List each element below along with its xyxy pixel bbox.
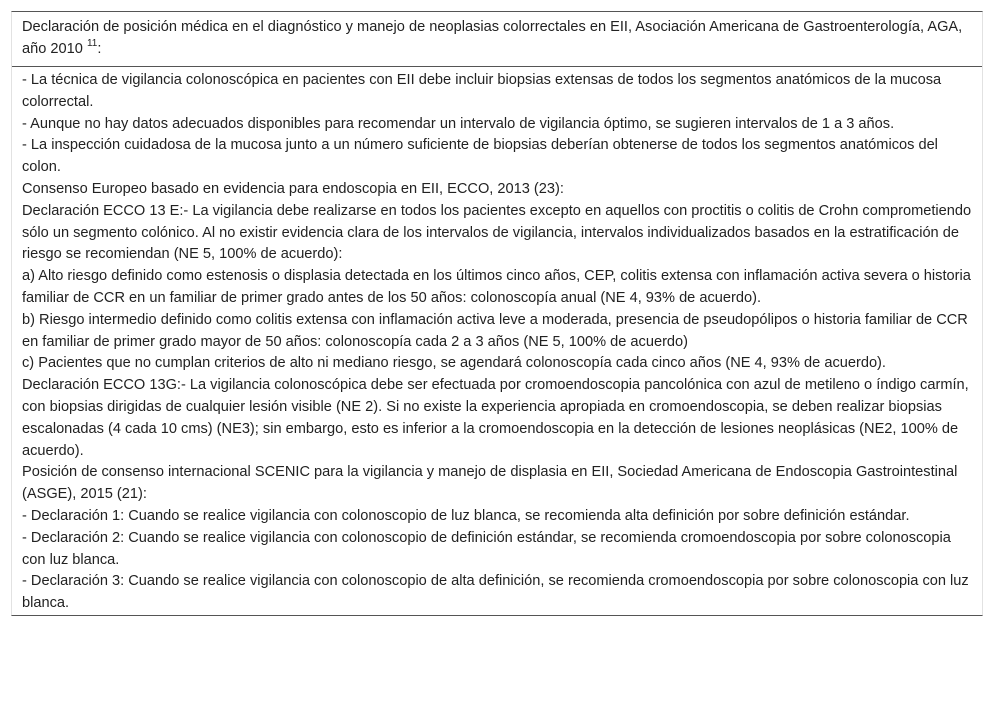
table-row: Declaración ECCO 13G:- La vigilancia colonoscópica debe ser efectuada por cromoendoscopia pancolónica con azul de metileno o índigo carmín, con biopsias dirigidas de cualquier lesión visible (NE 2). Si no existe la experiencia apropiada en cromoendoscopia, se deben realizar biopsias escalonadas (4 cada 10 cms) (NE3); sin embargo, esto es inferior a la cromoendoscopia en la detección de lesiones neoplásicas (NE2, 100% de acuerdo). <box>22 377 969 459</box>
table-row: c) Pacientes que no cumplan criterios de alto ni mediano riesgo, se agendará colonoscopía cada cinco años (NE 4, 93% de acuerdo). <box>22 355 886 372</box>
table-row: - Declaración 2: Cuando se realice vigilancia con colonoscopio de definición estándar, se recomienda cromoendoscopia por sobre colonoscopia con luz blanca. <box>22 529 951 568</box>
table-body <box>12 67 982 615</box>
table-row: Consenso Europeo basado en evidencia para endoscopia en EII, ECCO, 2013 (23): <box>22 180 564 197</box>
table-row: Declaración ECCO 13 E:- La vigilancia debe realizarse en todos los pacientes excepto en aquellos con proctitis o colitis de Crohn comprometiendo sólo un segmento colónico. Al no existir evidencia clara de los intervalos de vigilancia, intervalos individualizados basados en la estratificación de riesgo se recomiendan (NE 5, 100% de acuerdo): <box>22 202 972 263</box>
recommendations-table <box>11 11 983 616</box>
header-suffix: : <box>97 40 102 57</box>
table-row: - Declaración 3: Cuando se realice vigilancia con colonoscopio de alta definición, se recomienda cromoendoscopia por sobre colonoscopia con luz blanca. <box>22 573 969 612</box>
header-reference: 11 <box>86 37 98 49</box>
table-row: b) Riesgo intermedio definido como colitis extensa con inflamación activa leve a moderada, presencia de pseudopólipos o historia familiar de CCR en familiar de primer grado mayor de 50 años: colonoscopía cada 2 a 3 años (NE 5, 100% de acuerdo) <box>22 311 968 350</box>
header-text: Declaración de posición médica en el diagnóstico y manejo de neoplasias colorrectales en EII, Asociación Americana de Gastroenterología, AGA, año 2010 <box>22 19 963 57</box>
table-row: - Aunque no hay datos adecuados disponibles para recomendar un intervalo de vigilancia óptimo, se sugieren intervalos de 1 a 3 años. <box>22 115 895 132</box>
table-row: - La inspección cuidadosa de la mucosa junto a un número suficiente de biopsias deberían obtenerse de todos los segmentos anatómicos del colon. <box>22 137 938 176</box>
table-row: - Declaración 1: Cuando se realice vigilancia con colonoscopio de luz blanca, se recomienda alta definición por sobre definición estándar. <box>22 507 910 524</box>
table-row: a) Alto riesgo definido como estenosis o displasia detectada en los últimos cinco años, CEP, colitis extensa con inflamación activa severa o historia familiar de CCR en un familiar de primer grado antes de los 50 años: colonoscopía anual (NE 4, 93% de acuerdo). <box>22 268 971 306</box>
table-row: - La técnica de vigilancia colonoscópica en pacientes con EII debe incluir biopsias extensas de todos los segmentos anatómicos de la mucosa colorrectal. <box>22 72 942 110</box>
table-header <box>12 12 982 67</box>
table-row: Posición de consenso internacional SCENIC para la vigilancia y manejo de displasia en EII, Sociedad Americana de Endoscopia Gastrointestinal (ASGE), 2015 (21): <box>22 464 958 503</box>
